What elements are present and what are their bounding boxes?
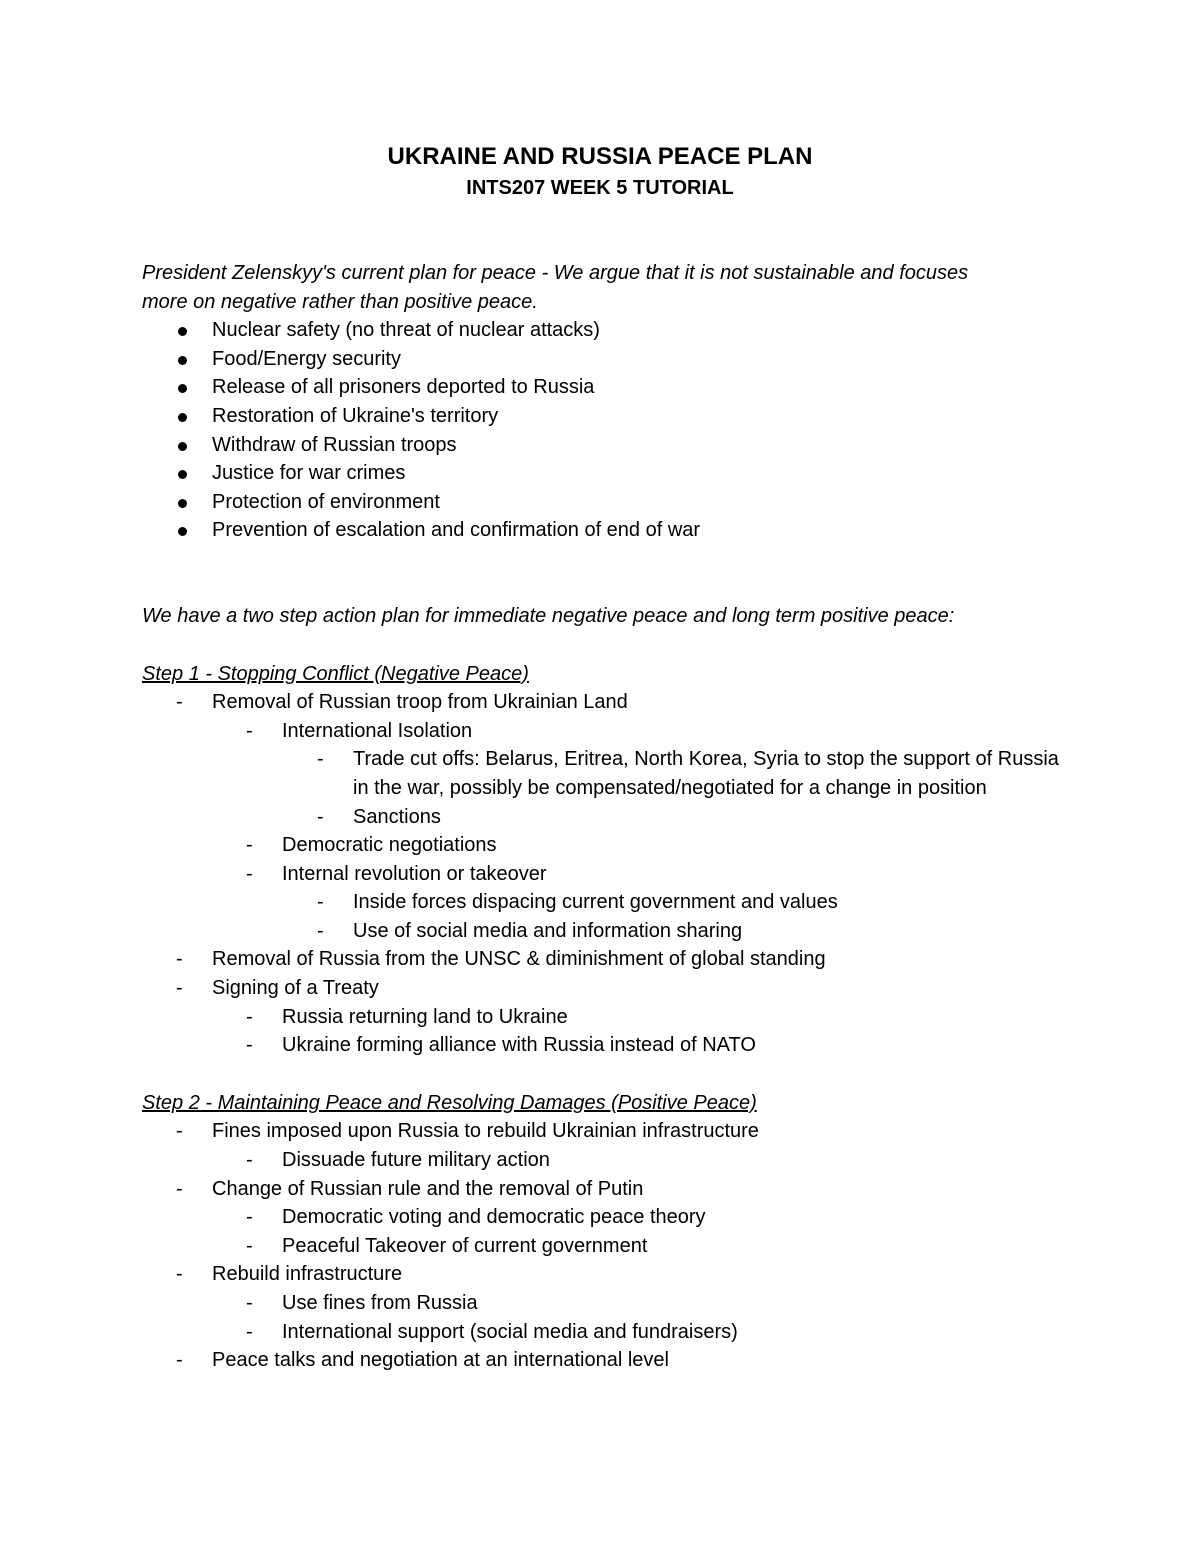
list-item: - Peaceful Takeover of current government xyxy=(246,1234,648,1257)
list-item: - Democratic negotiations xyxy=(246,834,497,857)
list-item: Prevention of escalation and confirmation of end of war xyxy=(142,516,1062,545)
list-item: - Dissuade future military action xyxy=(246,1149,550,1172)
zelenskyy-points-list xyxy=(142,316,1062,545)
list-item: - Internal revolution or takeover xyxy=(246,862,547,885)
list-item: - Trade cut offs: Belarus, Eritrea, North Korea, Syria to stop the support of Russia in the war, possibly be compensated/negotiated for a change in position xyxy=(317,748,1059,799)
step1-list xyxy=(142,688,1062,1060)
step2-list xyxy=(142,1117,1062,1374)
list-item: Restoration of Ukraine's territory xyxy=(142,402,1062,431)
bullet-icon xyxy=(178,413,187,422)
list-item: - Use fines from Russia xyxy=(246,1292,478,1314)
list-item: - International Isolation xyxy=(246,719,473,742)
list-item: - Democratic voting and democratic peace theory xyxy=(246,1206,706,1229)
list-item: - Change of Russian rule and the removal of Putin xyxy=(176,1177,644,1200)
step1-heading: Step 1 - Stopping Conflict (Negative Peace) xyxy=(142,662,529,685)
list-item: Nuclear safety (no threat of nuclear attacks) xyxy=(142,316,1062,345)
document-title: UKRAINE AND RUSSIA PEACE PLAN xyxy=(387,143,813,170)
list-item: - Inside forces dispacing current government and values xyxy=(317,891,838,914)
list-item: Release of all prisoners deported to Russia xyxy=(142,373,1062,402)
bullet-icon xyxy=(178,356,187,365)
bullet-icon xyxy=(178,499,187,508)
list-item: - International support (social media and fundraisers) xyxy=(246,1320,738,1343)
list-item: Justice for war crimes xyxy=(142,459,1062,488)
list-item: - Peace talks and negotiation at an international level xyxy=(176,1349,669,1372)
bullet-icon xyxy=(178,384,187,393)
intro-paragraph xyxy=(142,259,1062,316)
list-item: - Ukraine forming alliance with Russia instead of NATO xyxy=(246,1034,756,1057)
list-item: - Removal of Russia from the UNSC & diminishment of global standing xyxy=(176,948,826,971)
list-item: - Removal of Russian troop from Ukrainian Land xyxy=(176,691,628,714)
list-item: - Use of social media and information sharing xyxy=(317,919,743,942)
list-item: Protection of environment xyxy=(142,488,1062,517)
list-item: - Signing of a Treaty xyxy=(176,977,379,1000)
list-item: Withdraw of Russian troops xyxy=(142,431,1062,460)
bullet-icon xyxy=(178,442,187,451)
list-item: - Sanctions xyxy=(317,805,441,828)
step2-heading: Step 2 - Maintaining Peace and Resolving Damages (Positive Peace) xyxy=(142,1091,757,1114)
list-item: - Rebuild infrastructure xyxy=(176,1263,403,1286)
document-subtitle: INTS207 WEEK 5 TUTORIAL xyxy=(466,177,734,199)
bullet-icon xyxy=(178,327,187,336)
list-item: - Russia returning land to Ukraine xyxy=(246,1005,568,1028)
bullet-icon xyxy=(178,527,187,536)
intro-line: more on negative rather than positive peace. xyxy=(142,290,538,313)
list-item: - Fines imposed upon Russia to rebuild Ukrainian infrastructure xyxy=(176,1120,759,1143)
document-body xyxy=(142,259,1062,1375)
intro-line: President Zelenskyy's current plan for peace - We argue that it is not sustainable and focuses xyxy=(142,262,969,284)
list-item: Food/Energy security xyxy=(142,345,1062,374)
bullet-icon xyxy=(178,470,187,479)
action-plan-intro: We have a two step action plan for immediate negative peace and long term positive peace: xyxy=(142,604,955,627)
